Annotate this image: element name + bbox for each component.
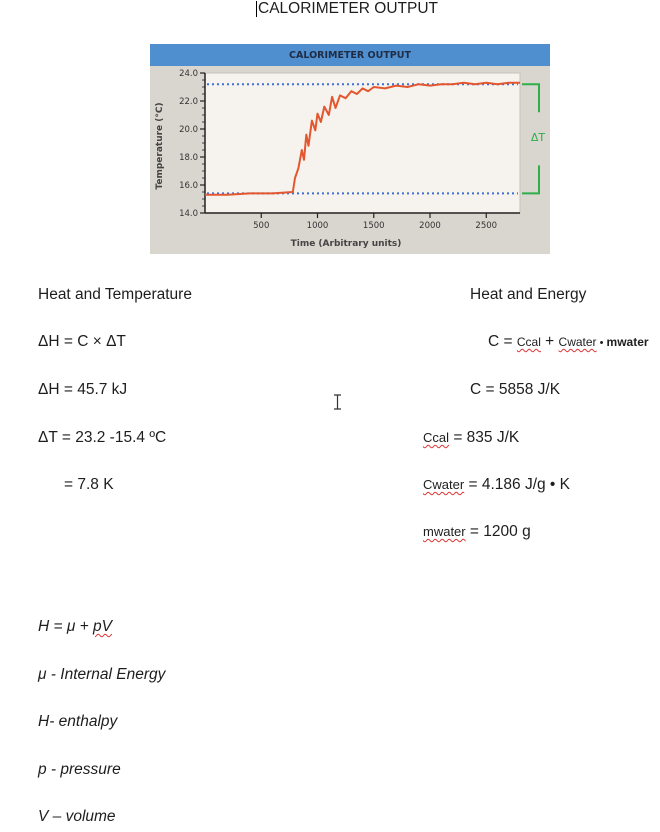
definition-volume: V – volume: [38, 808, 116, 825]
ccal-value: [423, 429, 519, 447]
formula-m-water: mwater: [606, 335, 649, 349]
mwater-value: [423, 523, 531, 541]
i-beam-cursor-icon: [333, 394, 342, 410]
formula-plus: +: [540, 333, 559, 350]
ccal-label: Ccal: [423, 430, 450, 445]
y-tick-label: 22.0: [179, 97, 198, 107]
calorimeter-chart: [150, 44, 550, 254]
x-axis-label: Time (Arbitrary units): [290, 239, 402, 249]
formula-dot: •: [596, 337, 607, 349]
delta-t-calculation: ΔT = 23.2 -15.4 ºC: [38, 429, 167, 446]
cwater-label: Cwater: [423, 477, 465, 492]
definition-pressure: p - pressure: [38, 761, 121, 778]
x-tick-label: 500: [253, 221, 270, 231]
formula-c-water: Cwater: [558, 335, 597, 349]
x-tick-label: 1000: [306, 221, 329, 231]
equation-prefix: H = μ +: [38, 618, 94, 635]
heat-capacity-value: C = 5858 J/K: [470, 381, 561, 398]
chart-title: CALORIMETER OUTPUT: [289, 50, 411, 61]
x-tick-label: 2500: [475, 221, 498, 231]
page-title: CALORIMETER OUTPUT: [258, 0, 438, 17]
heat-capacity-formula: [488, 333, 649, 351]
mwater-number: = 1200 g: [465, 523, 531, 540]
mwater-label: mwater: [423, 524, 466, 539]
formula-c-prefix: C =: [488, 333, 517, 350]
y-tick-label: 20.0: [179, 125, 198, 135]
text-cursor: [256, 1, 257, 17]
y-tick-label: 14.0: [179, 209, 198, 219]
equation-pv: pV: [93, 618, 112, 635]
cwater-number: = 4.186 J/g • K: [464, 476, 571, 493]
enthalpy-formula: ΔH = C × ΔT: [38, 333, 126, 350]
definition-enthalpy: H- enthalpy: [38, 713, 118, 730]
x-tick-label: 2000: [419, 221, 441, 231]
heat-energy-heading: Heat and Energy: [470, 286, 587, 303]
y-tick-label: 18.0: [179, 153, 198, 163]
delta-t-result: = 7.8 K: [64, 476, 114, 493]
definition-internal-energy: μ - Internal Energy: [38, 666, 166, 683]
cwater-value: [423, 476, 570, 494]
enthalpy-value: ΔH = 45.7 kJ: [38, 381, 128, 398]
plot-area: [205, 73, 520, 213]
y-tick-label: 24.0: [179, 69, 198, 79]
x-tick-label: 1500: [362, 221, 385, 231]
enthalpy-equation: [38, 618, 112, 636]
y-axis-label: Temperature (°C): [155, 102, 165, 190]
heat-temperature-heading: Heat and Temperature: [38, 286, 192, 303]
formula-c-cal: Ccal: [516, 335, 541, 349]
ccal-number: = 835 J/K: [449, 429, 520, 446]
delta-t-annotation: ΔT: [530, 131, 546, 144]
y-tick-label: 16.0: [179, 181, 198, 191]
chart-svg: [150, 44, 550, 254]
